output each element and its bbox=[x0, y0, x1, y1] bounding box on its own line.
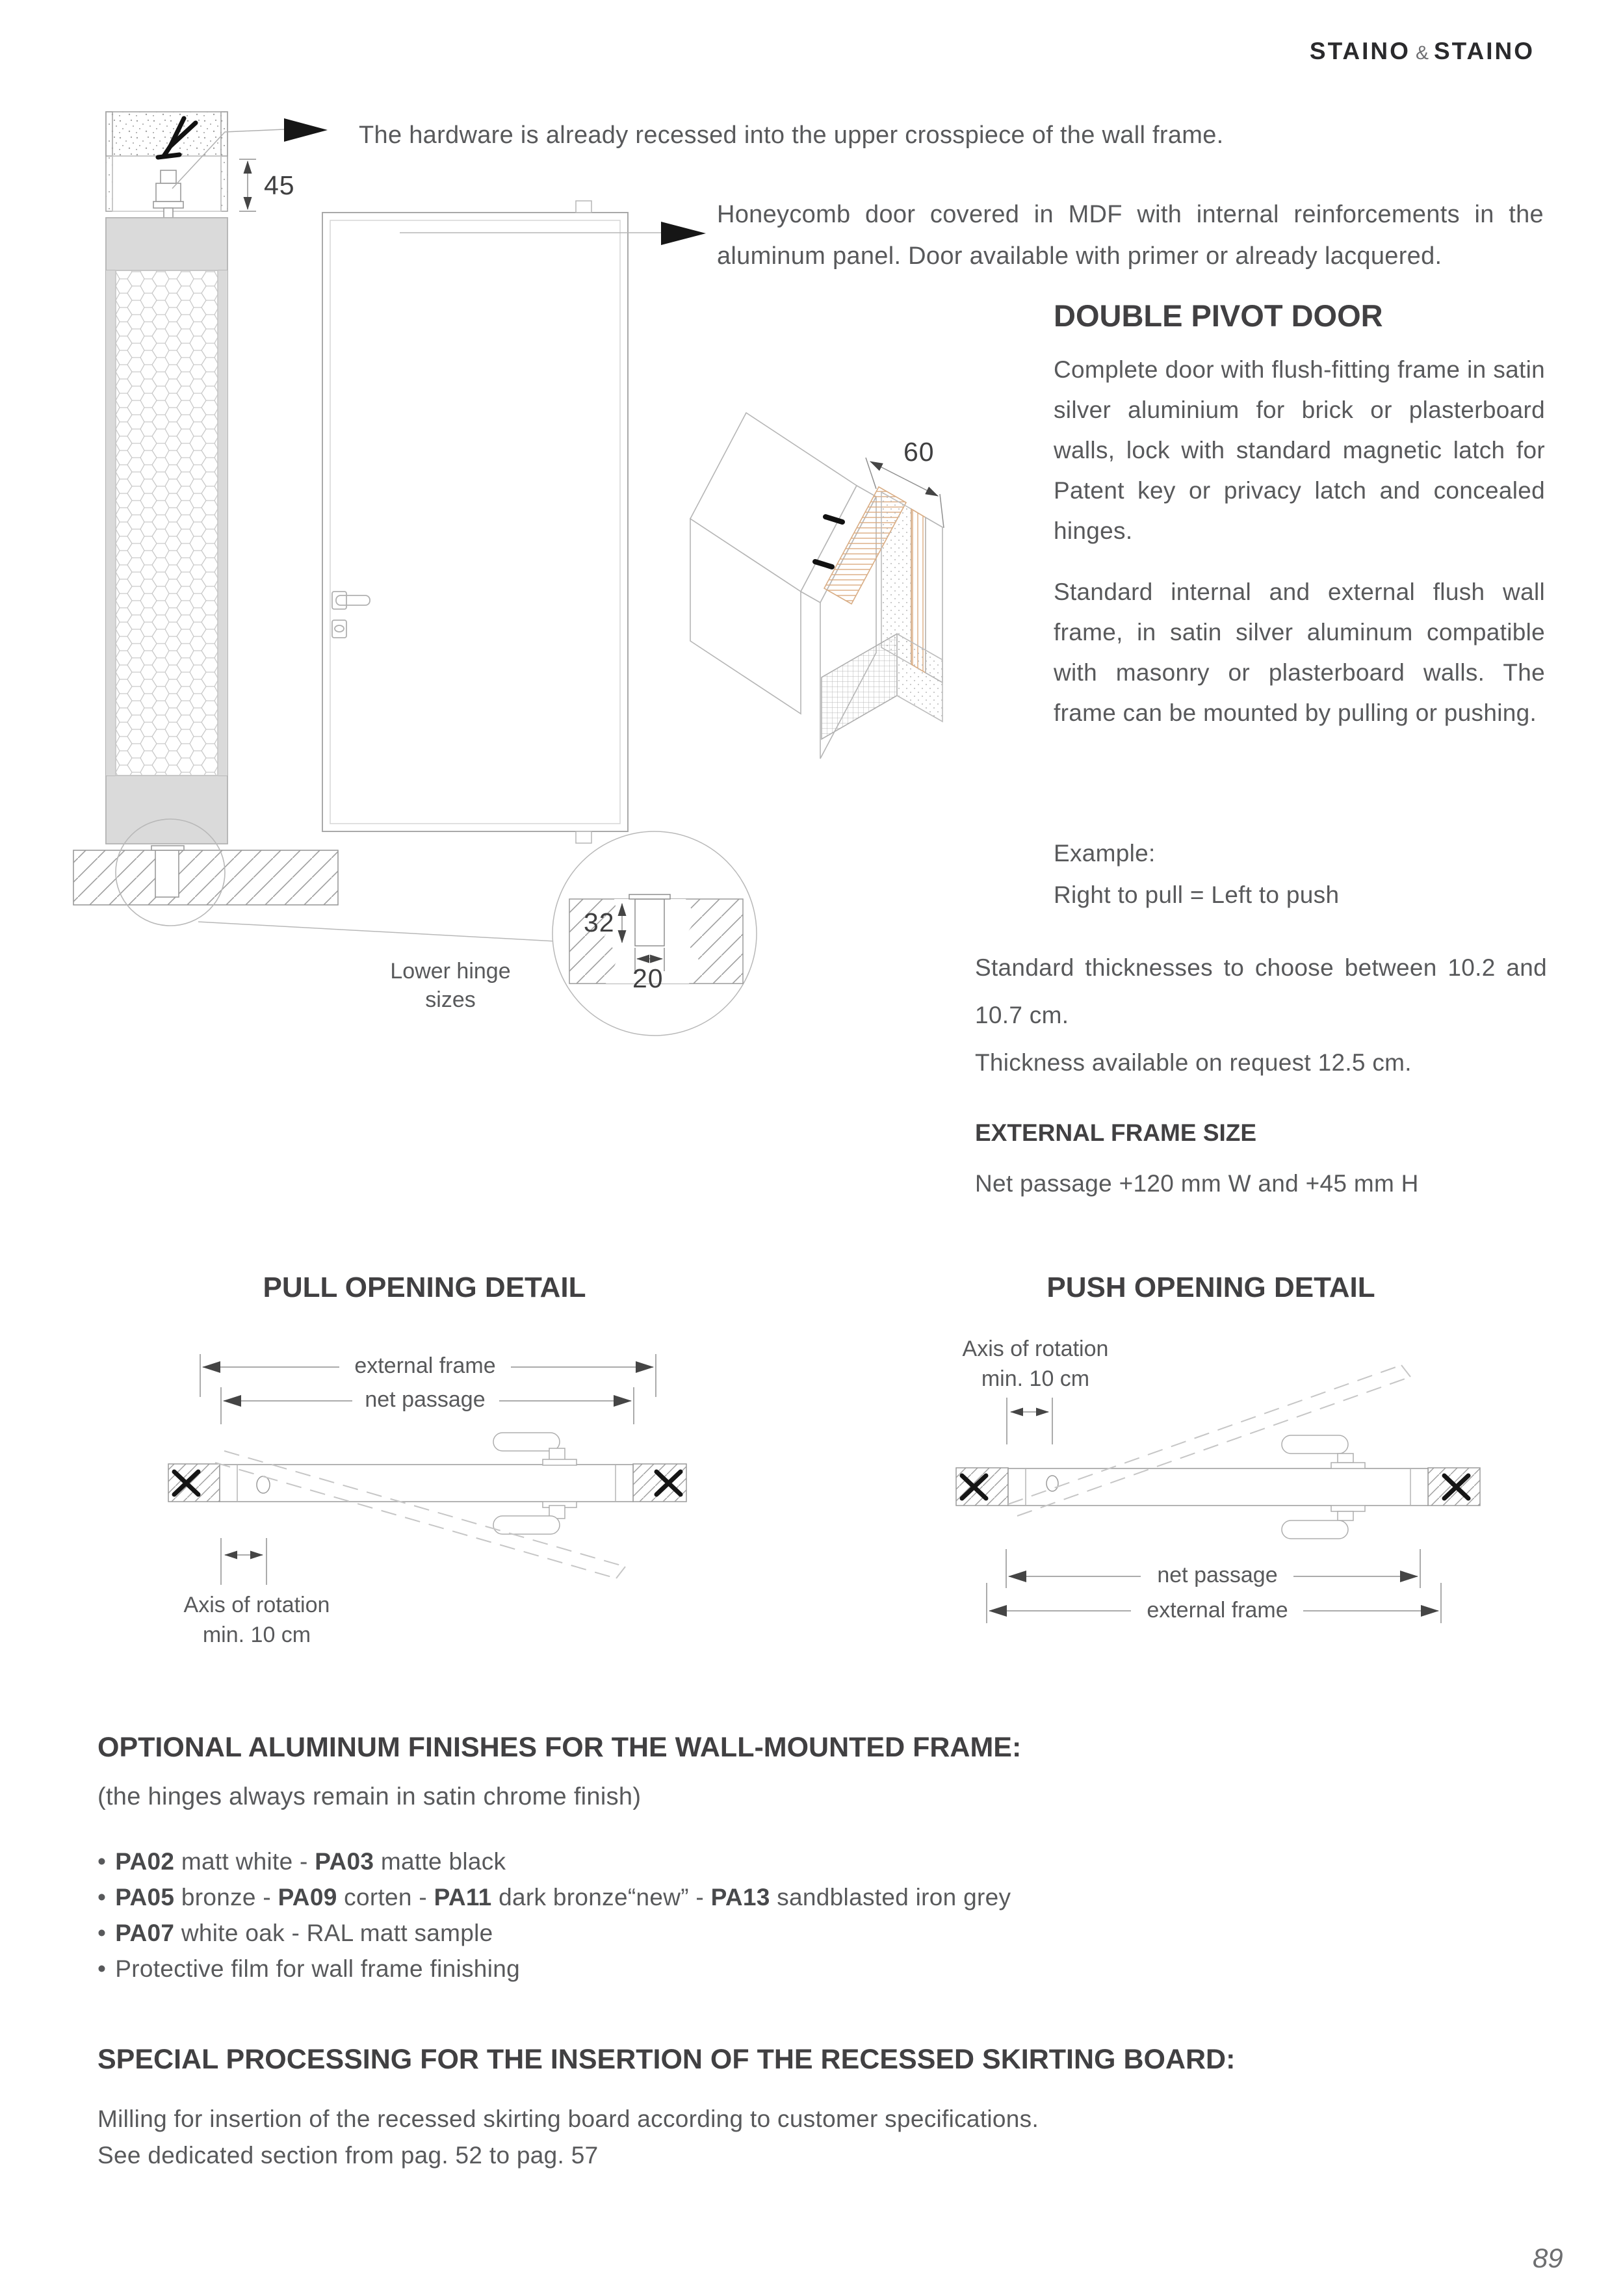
lower-hinge-label-line1: Lower hinge bbox=[390, 959, 511, 984]
pull-axis-label bbox=[162, 1590, 351, 1650]
special-processing-line1: Milling for insertion of the recessed skirting board according to customer specifications. bbox=[97, 2106, 1039, 2132]
pull-detail-title: PULL OPENING DETAIL bbox=[263, 1272, 586, 1303]
lower-hinge-label-line2: sizes bbox=[425, 987, 476, 1012]
bullet-icon: • bbox=[97, 1848, 107, 1875]
push-axis-line1: Axis of rotation bbox=[962, 1337, 1109, 1361]
special-processing-text bbox=[97, 2101, 1332, 2174]
dim-45-label: 45 bbox=[264, 170, 295, 200]
lower-hinge-label bbox=[363, 957, 538, 1014]
push-external-frame-label: external frame bbox=[1147, 1598, 1288, 1623]
honeycomb-annotation: Honeycomb door covered in MDF with internal reinforcements in the aluminum panel. Door available with primer or already lacquered. bbox=[717, 201, 1544, 270]
external-frame-size-title: EXTERNAL FRAME SIZE bbox=[975, 1119, 1257, 1146]
brand-logo-left: STAINO bbox=[1309, 38, 1410, 64]
floor-section bbox=[73, 846, 338, 905]
page-title: DOUBLE PIVOT DOOR bbox=[1054, 298, 1383, 333]
description-paragraph-1: Complete door with flush-fitting frame in satin silver aluminium for brick or plasterboard walls, lock with standard magnetic latch for Patent key or privacy latch and concealed hinges. bbox=[1054, 356, 1545, 544]
push-net-passage-label: net passage bbox=[1157, 1563, 1278, 1587]
finish-option-2: PA05 bronze - PA09 corten - PA11 dark bronze“new” - PA13 sandblasted iron grey bbox=[115, 1884, 1011, 1911]
page-number: 89 bbox=[1533, 2243, 1563, 2273]
bullet-icon: • bbox=[97, 1955, 107, 1982]
example-value: Right to pull = Left to push bbox=[1054, 881, 1340, 908]
dim-45-lines bbox=[239, 159, 256, 211]
list-item bbox=[97, 1951, 1011, 1987]
door-leaf-section bbox=[106, 218, 227, 844]
finish-option-4: Protective film for wall frame finishing bbox=[115, 1955, 520, 1982]
finishes-title: OPTIONAL ALUMINUM FINISHES FOR THE WALL-MOUNTED FRAME: bbox=[97, 1732, 1022, 1763]
example-label: Example: bbox=[1054, 840, 1156, 867]
dim-60-label: 60 bbox=[903, 437, 935, 467]
pull-net-passage-label: net passage bbox=[365, 1387, 486, 1412]
pull-axis-line2: min. 10 cm bbox=[202, 1623, 311, 1647]
description-paragraph-2: Standard internal and external flush wall frame, in satin silver aluminum compatible with masonry or plasterboard walls. The frame can be mounted by pulling or pushing. bbox=[1054, 579, 1545, 726]
bullet-icon: • bbox=[97, 1884, 107, 1911]
annotation-arrow-icon bbox=[284, 118, 328, 142]
thickness-paragraph: Standard thicknesses to choose between 10.2 and 10.7 cm. bbox=[975, 954, 1547, 1028]
thickness-request-line: Thickness available on request 12.5 cm. bbox=[975, 1049, 1412, 1076]
brand-logo bbox=[1310, 38, 1535, 65]
pull-axis-line1: Axis of rotation bbox=[183, 1593, 330, 1617]
push-axis-line2: min. 10 cm bbox=[981, 1366, 1090, 1391]
push-axis-label bbox=[941, 1334, 1130, 1394]
list-item bbox=[97, 1879, 1011, 1915]
pull-external-frame-label: external frame bbox=[354, 1353, 496, 1378]
finishes-list bbox=[97, 1844, 1011, 1987]
list-item bbox=[97, 1844, 1011, 1879]
annotation-arrow-icon bbox=[661, 222, 706, 245]
finish-option-1: PA02 matt white - PA03 matte black bbox=[115, 1848, 506, 1875]
brand-ampersand-icon: & bbox=[1415, 42, 1429, 64]
list-item bbox=[97, 1915, 1011, 1951]
dim-32-label: 32 bbox=[584, 907, 615, 937]
dim-20-label: 20 bbox=[632, 963, 664, 993]
finishes-note: (the hinges always remain in satin chrome finish) bbox=[97, 1783, 642, 1810]
special-processing-line2: See dedicated section from pag. 52 to pag. 57 bbox=[97, 2142, 599, 2169]
bullet-icon: • bbox=[97, 1920, 107, 1946]
hardware-annotation: The hardware is already recessed into the upper crosspiece of the wall frame. bbox=[359, 122, 1224, 149]
finish-option-3: PA07 white oak - RAL matt sample bbox=[115, 1920, 493, 1946]
external-frame-size-value: Net passage +120 mm W and +45 mm H bbox=[975, 1170, 1419, 1197]
brand-logo-right: STAINO bbox=[1433, 38, 1535, 64]
door-elevation-drawing bbox=[322, 201, 706, 843]
special-processing-title: SPECIAL PROCESSING FOR THE INSERTION OF THE RECESSED SKIRTING BOARD: bbox=[97, 2044, 1236, 2075]
push-detail-title: PUSH OPENING DETAIL bbox=[1046, 1272, 1375, 1303]
